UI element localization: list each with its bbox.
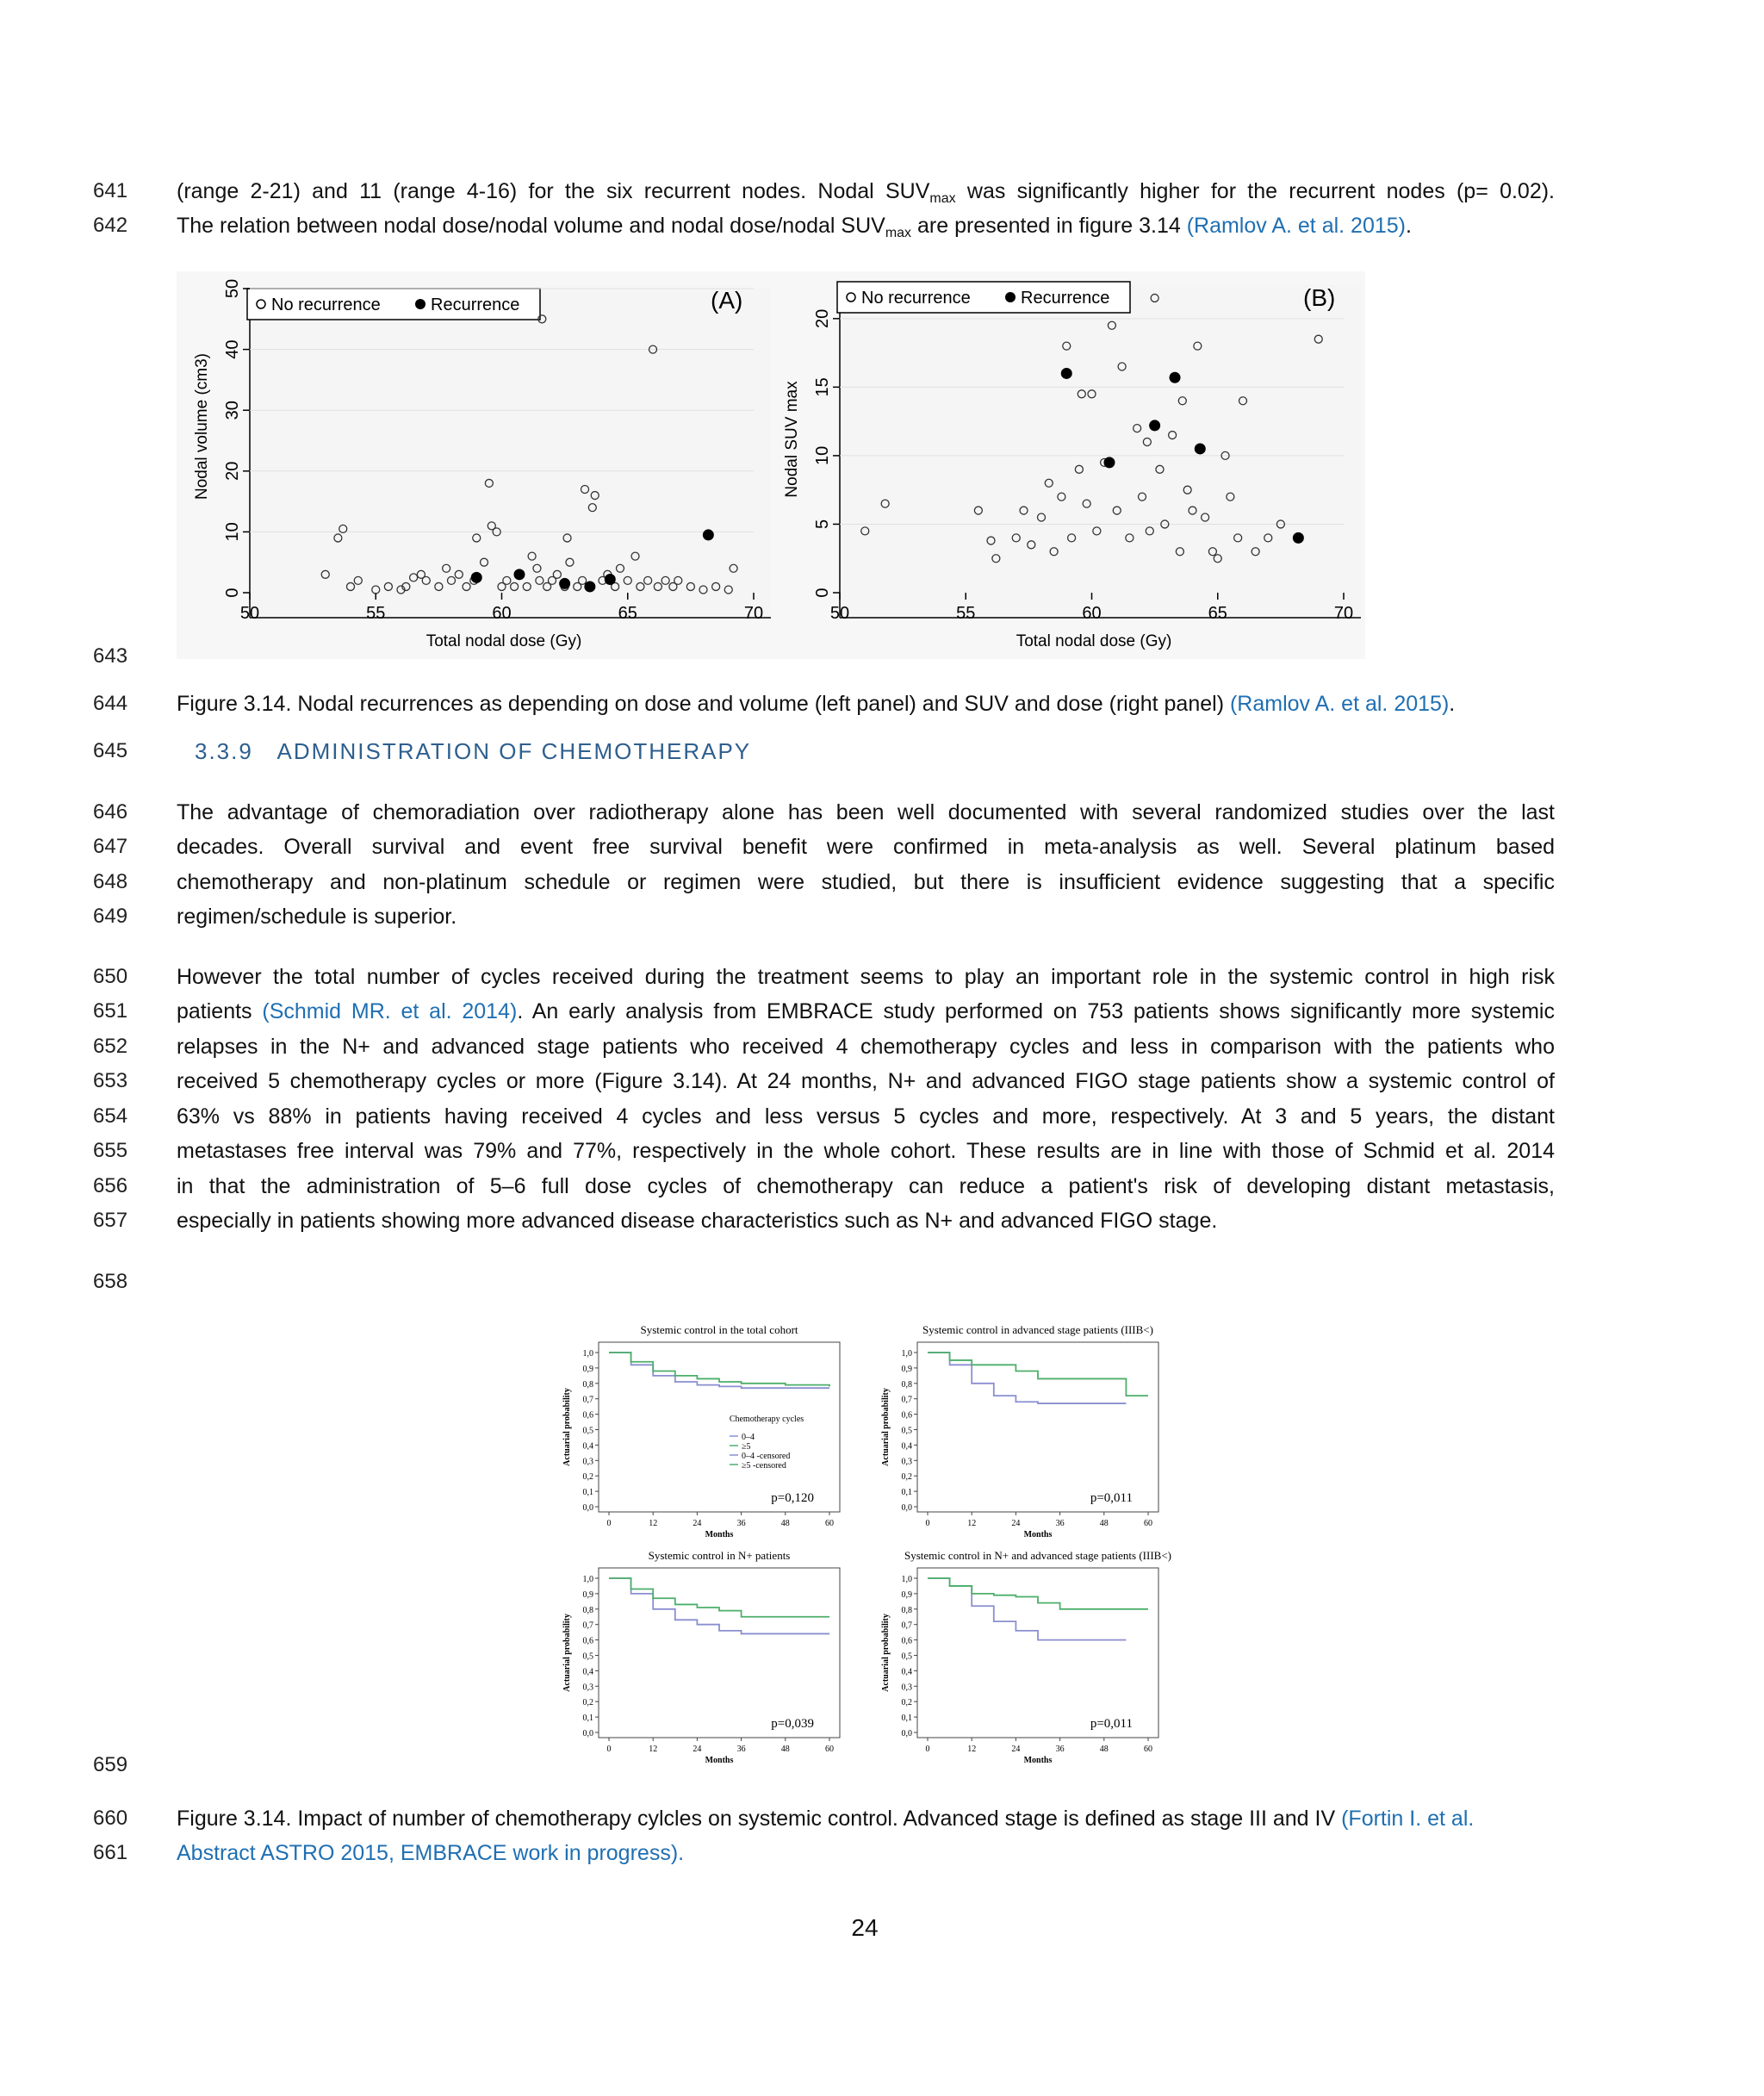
km-legend-item: ≥5 -censored (742, 1461, 786, 1471)
text-line-649: regimen/schedule is superior. (177, 905, 457, 929)
citation-link[interactable]: (Ramlov A. et al. 2015) (1186, 214, 1406, 238)
line-number: 649 (93, 905, 128, 928)
line-number: 641 (93, 179, 128, 202)
text-line-646: The advantage of chemoradiation over radiotherapy alone has been well documented with several randomized studies over the last (177, 800, 1555, 824)
x-tick-label: 60 (492, 604, 512, 623)
y-tick-label: 1,0 (582, 1349, 593, 1359)
y-tick-label: 0,7 (582, 1620, 593, 1631)
y-tick-label: 0,5 (901, 1426, 912, 1436)
y-tick-label: 0,6 (582, 1636, 593, 1646)
line-number: 651 (93, 999, 128, 1023)
x-tick-label: 12 (649, 1745, 658, 1754)
x-tick-label: 36 (736, 1745, 746, 1754)
km-legend-item: ≥5 (742, 1442, 751, 1452)
text-line-656: in that the administration of 5–6 full dose cycles of chemotherapy can reduce a patient's risk of developing distant metastasis, (177, 1174, 1555, 1198)
text-line-650: However the total number of cycles received during the treatment seems to play an important role in the systemic control in high risk (177, 965, 1555, 989)
line-number: 643 (93, 644, 128, 668)
y-tick-label: 0,2 (582, 1472, 593, 1483)
point-recurrence (1170, 372, 1181, 383)
y-axis-label: Actuarial probability (881, 1388, 891, 1466)
section-number: 3.3.9 (195, 738, 253, 764)
x-axis-label: Total nodal dose (Gy) (425, 632, 582, 650)
y-tick-label: 0,7 (582, 1395, 593, 1405)
y-tick-label: 1,0 (582, 1575, 593, 1584)
y-tick-label: 0,9 (901, 1364, 912, 1374)
x-axis-label: Months (705, 1530, 734, 1539)
point-recurrence (1293, 532, 1304, 544)
y-tick-label: 0,8 (582, 1379, 593, 1390)
y-tick-label: 0,4 (901, 1667, 912, 1677)
figure-km-curves (538, 1318, 1193, 1775)
x-tick-label: 60 (1144, 1519, 1152, 1528)
y-tick-label: 0,7 (901, 1395, 912, 1405)
citation-link[interactable]: (Schmid MR. et al. 2014) (262, 999, 518, 1023)
y-tick-label: 0,2 (901, 1698, 912, 1708)
point-recurrence (513, 569, 525, 580)
x-tick-label: 70 (743, 604, 764, 623)
text-line-657: especially in patients showing more advanced disease characteristics such as N+ and advanced FIGO stage. (177, 1209, 1218, 1233)
y-tick-label: 0,9 (582, 1364, 593, 1374)
figure-caption: Figure 3.14. Nodal recurrences as depending on dose and volume (left panel) and SUV and dose (right panel) (Ramlov A. et al. 2015). (177, 692, 1456, 716)
x-tick-label: 0 (925, 1519, 930, 1528)
y-tick-label: 0,2 (582, 1698, 593, 1708)
x-tick-label: 24 (693, 1745, 702, 1754)
x-tick-label: 60 (1144, 1745, 1152, 1754)
line-number: 659 (93, 1753, 128, 1776)
y-tick-label: 0,4 (901, 1441, 912, 1452)
p-value: p=0,120 (771, 1491, 814, 1505)
km-legend-item: 0–4 (742, 1433, 755, 1442)
x-tick-label: 24 (693, 1519, 702, 1528)
y-tick-label: 0,9 (582, 1589, 593, 1600)
legend-label-no-recurrence: No recurrence (271, 295, 381, 314)
point-recurrence (1149, 420, 1160, 431)
y-tick-label: 0,8 (901, 1605, 912, 1615)
x-axis-label: Months (1023, 1530, 1053, 1539)
y-tick-label: 0,0 (582, 1729, 593, 1738)
y-tick-label: 0,3 (582, 1682, 593, 1693)
x-tick-label: 12 (967, 1519, 977, 1528)
x-axis-label: Months (705, 1756, 734, 1765)
y-tick-label: 0,5 (582, 1651, 593, 1662)
km-title: Systemic control in the total cohort (640, 1323, 798, 1336)
line-number: 645 (93, 739, 128, 762)
x-tick-label: 0 (606, 1519, 612, 1528)
y-tick-label: 0,1 (582, 1488, 593, 1498)
point-recurrence (605, 574, 616, 585)
scatter-panel-b (783, 282, 1361, 650)
line-number: 647 (93, 835, 128, 858)
text-line-647: decades. Overall survival and event free survival benefit were confirmed in meta-analysis as well. Several platinum based (177, 835, 1555, 859)
x-tick-label: 50 (829, 604, 850, 623)
y-tick-label: 0,1 (901, 1488, 912, 1498)
x-tick-label: 24 (1011, 1519, 1021, 1528)
y-tick-label: 0,0 (901, 1503, 912, 1513)
line-number: 644 (93, 692, 128, 715)
line-number: 660 (93, 1807, 128, 1830)
km-panel (562, 1549, 840, 1765)
text-line-652: relapses in the N+ and advanced stage patients who received 4 chemotherapy cycles and less in comparison with the patients who (177, 1035, 1555, 1059)
km-title: Systemic control in N+ and advanced stage patients (IIIB<) (904, 1549, 1171, 1562)
scatter-panel-a (193, 279, 771, 650)
y-tick-label: 0,4 (582, 1441, 593, 1452)
line-number: 655 (93, 1139, 128, 1162)
p-value: p=0,039 (771, 1717, 814, 1731)
x-tick-label: 60 (825, 1519, 834, 1528)
text-line-648: chemotherapy and non-platinum schedule or regimen were studied, but there is insufficient evidence suggesting that a specific (177, 870, 1555, 894)
y-tick-label: 1,0 (901, 1575, 912, 1584)
point-recurrence (703, 529, 714, 540)
km-panel (881, 1549, 1171, 1765)
x-tick-label: 55 (956, 604, 976, 623)
km-plot-frame (917, 1342, 1158, 1512)
line-number: 657 (93, 1209, 128, 1232)
y-tick-label: 0,8 (901, 1379, 912, 1390)
km-panel (562, 1323, 840, 1539)
citation-link[interactable]: Abstract ASTRO 2015, EMBRACE work in progress). (177, 1841, 685, 1865)
x-tick-label: 0 (925, 1745, 930, 1754)
x-tick-label: 65 (618, 604, 637, 623)
y-tick-label: 0 (813, 588, 832, 598)
line-number: 648 (93, 870, 128, 893)
y-tick-label: 0,0 (582, 1503, 593, 1513)
x-tick-label: 36 (1055, 1519, 1065, 1528)
legend-filled-marker (415, 299, 425, 309)
y-tick-label: 0,5 (582, 1426, 593, 1436)
line-number: 646 (93, 800, 128, 824)
y-tick-label: 40 (223, 339, 242, 359)
y-tick-label: 0,3 (901, 1457, 912, 1467)
y-tick-label: 0,7 (901, 1620, 912, 1631)
point-recurrence (559, 578, 570, 589)
x-tick-label: 48 (1099, 1519, 1109, 1528)
x-tick-label: 12 (649, 1519, 658, 1528)
y-tick-label: 50 (223, 278, 242, 299)
y-tick-label: 0,1 (901, 1713, 912, 1724)
y-tick-label: 0,9 (901, 1589, 912, 1600)
point-recurrence (471, 572, 482, 583)
page-number: 24 (851, 1914, 879, 1941)
y-tick-label: 15 (813, 377, 832, 397)
legend-hollow-marker (257, 300, 265, 308)
legend-label-recurrence: Recurrence (1021, 289, 1110, 308)
y-tick-label: 10 (813, 445, 832, 466)
y-tick-label: 0,3 (901, 1682, 912, 1693)
x-axis-label: Months (1023, 1756, 1053, 1765)
line-number: 642 (93, 214, 128, 237)
y-tick-label: 0,5 (901, 1651, 912, 1662)
km-title: Systemic control in advanced stage patients (IIIB<) (922, 1323, 1153, 1336)
legend-hollow-marker (847, 293, 855, 302)
text-line-642: The relation between nodal dose/nodal volume and nodal dose/nodal $SUV_{max}$ are presented in figure 3.14 (Ramlov A. et al. 2015). (177, 214, 1412, 240)
y-tick-label: 0,6 (901, 1410, 912, 1421)
y-tick-label: 0,0 (901, 1729, 912, 1738)
line-number: 658 (93, 1270, 128, 1293)
line-number: 656 (93, 1174, 128, 1197)
legend-label-recurrence: Recurrence (431, 295, 520, 314)
line-number: 654 (93, 1104, 128, 1128)
y-axis-label: Nodal volume (cm3) (193, 353, 211, 500)
section-heading (195, 738, 751, 765)
text-line-655: metastases free interval was 79% and 77%, respectively in the whole cohort. These results are in line with those of Schmid et al. 2014 (177, 1139, 1555, 1163)
panel-label-b: (B) (1303, 284, 1336, 311)
y-tick-label: 0,2 (901, 1472, 912, 1483)
legend-filled-marker (1005, 292, 1016, 302)
point-recurrence (1061, 368, 1072, 379)
km-title: Systemic control in N+ patients (648, 1549, 791, 1562)
y-tick-label: 10 (223, 522, 242, 542)
y-tick-label: 0,1 (582, 1713, 593, 1724)
y-tick-label: 0,6 (901, 1636, 912, 1646)
y-tick-label: 0,3 (582, 1457, 593, 1467)
y-tick-label: 0,6 (582, 1410, 593, 1421)
x-tick-label: 55 (366, 604, 386, 623)
legend-label-no-recurrence: No recurrence (861, 289, 971, 308)
point-recurrence (584, 581, 595, 592)
panel-label-a: (A) (711, 287, 743, 314)
y-tick-label: 30 (223, 401, 242, 420)
line-number: 652 (93, 1035, 128, 1058)
y-axis-label: Actuarial probability (562, 1614, 572, 1692)
km-legend-item: 0–4 -censored (742, 1452, 791, 1461)
x-tick-label: 36 (1055, 1745, 1065, 1754)
text-line-651: patients (Schmid MR. et al. 2014). An early analysis from EMBRACE study performed on 753 patients shows significantly more systemic (177, 999, 1555, 1023)
line-number: 653 (93, 1069, 128, 1092)
y-axis-label: Actuarial probability (881, 1614, 891, 1692)
x-tick-label: 12 (967, 1745, 977, 1754)
x-tick-label: 24 (1011, 1745, 1021, 1754)
y-tick-label: 0,8 (582, 1605, 593, 1615)
x-tick-label: 65 (1208, 604, 1227, 623)
x-tick-label: 48 (1099, 1745, 1109, 1754)
y-axis-label: Actuarial probability (562, 1388, 572, 1466)
x-tick-label: 0 (606, 1745, 612, 1754)
figure-caption-cont (177, 1840, 1555, 1866)
section-title: ADMINISTRATION OF CHEMOTHERAPY (276, 738, 752, 764)
point-recurrence (1195, 443, 1206, 454)
x-tick-label: 70 (1333, 604, 1354, 623)
y-tick-label: 20 (813, 308, 832, 328)
x-tick-label: 50 (239, 604, 260, 623)
x-tick-label: 60 (825, 1745, 834, 1754)
km-legend-title: Chemotherapy cycles (729, 1415, 804, 1424)
x-tick-label: 60 (1082, 604, 1102, 623)
x-tick-label: 48 (780, 1519, 790, 1528)
text-line-654: 63% vs 88% in patients having received 4 cycles and less versus 5 cycles and more, respectively. At 3 and 5 years, the distant (177, 1104, 1555, 1129)
y-tick-label: 1,0 (901, 1349, 912, 1359)
text-line-653: received 5 chemotherapy cycles or more (Figure 3.14). At 24 months, N+ and advanced FIGO stage patients show a systemic control of (177, 1069, 1555, 1093)
figure-caption: Figure 3.14. Impact of number of chemotherapy cylcles on systemic control. Advanced stage is defined as stage III and IV (Fortin I. et al. (177, 1807, 1475, 1831)
km-panel (881, 1323, 1158, 1539)
y-tick-label: 20 (223, 461, 242, 481)
citation-link[interactable]: (Fortin I. et al. (1341, 1807, 1475, 1831)
y-tick-label: 0 (223, 588, 242, 598)
text-line-641: (range 2-21) and 11 (range 4-16) for the six recurrent nodes. Nodal $SUV_{max}$ was significantly higher for the recurrent nodes (p= 0.02). (177, 179, 1556, 206)
citation-link[interactable]: (Ramlov A. et al. 2015) (1229, 692, 1450, 716)
p-value: p=0,011 (1090, 1717, 1133, 1731)
figure-scatter-plots (177, 271, 1365, 659)
x-tick-label: 48 (780, 1745, 790, 1754)
y-tick-label: 0,4 (582, 1667, 593, 1677)
p-value: p=0,011 (1090, 1491, 1133, 1505)
x-axis-label: Total nodal dose (Gy) (1016, 632, 1172, 650)
km-plot-frame (917, 1568, 1158, 1738)
point-recurrence (1103, 457, 1115, 468)
y-axis-label: Nodal SUV max (783, 381, 801, 498)
line-number: 650 (93, 965, 128, 988)
km-plot-frame (599, 1342, 840, 1512)
x-tick-label: 36 (736, 1519, 746, 1528)
line-number: 661 (93, 1841, 128, 1864)
y-tick-label: 5 (813, 519, 832, 530)
